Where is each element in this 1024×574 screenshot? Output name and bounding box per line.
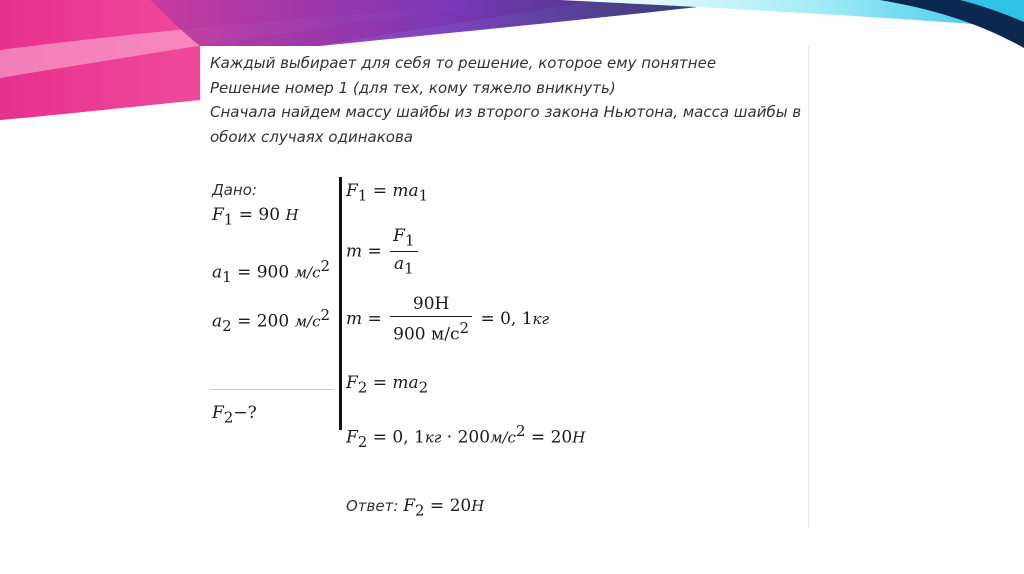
eq-mass-formula	[346, 226, 421, 278]
eq1-lhs: F	[346, 181, 358, 201]
eq4-lhs: F	[346, 373, 358, 393]
eq3-numerator: 90Н	[390, 294, 472, 317]
given-f1	[212, 205, 299, 228]
f1-symbol: F	[212, 205, 224, 225]
answer-label: Ответ:	[346, 497, 404, 515]
eq2-num-sym: F	[393, 226, 405, 246]
solution-divider	[339, 177, 342, 430]
eq2-den-sub: 1	[404, 259, 414, 278]
a1-value: = 900	[231, 262, 295, 283]
a2-symbol: a	[212, 311, 223, 332]
find-symbol: F	[212, 403, 224, 423]
a2-subscript: 2	[222, 317, 232, 336]
eq3-lhs: m =	[346, 308, 388, 329]
answer-unit: Н	[471, 497, 485, 515]
find-f2	[212, 403, 257, 426]
eq5-power: 2	[515, 422, 526, 440]
eq5-unit: м/с	[490, 428, 516, 447]
eq3-rhs: = 0, 1	[475, 308, 533, 329]
f1-subscript: 1	[223, 210, 234, 229]
eq4-sub: 2	[418, 378, 429, 397]
f1-value: = 90	[233, 205, 286, 225]
answer-subscript: 2	[414, 501, 425, 520]
answer-line	[346, 496, 484, 519]
intro-line-2: Решение номер 1 (для тех, кому тяжело вникнуть)	[210, 78, 616, 97]
eq1-lhs-sub: 1	[357, 186, 368, 205]
answer-symbol: F	[403, 496, 415, 516]
eq-newton-2	[346, 373, 428, 396]
eq3-den-power: 2	[459, 319, 470, 337]
eq4-lhs-sub: 2	[357, 378, 368, 397]
eq2-lhs: m =	[346, 241, 388, 262]
a1-unit: м/с	[294, 263, 321, 282]
eq4-mid: = ma	[367, 373, 419, 393]
intro-line-3: Сначала найдем массу шайбы из второго закона Ньютона, масса шайбы в	[210, 103, 802, 121]
eq5-part-c: = 20	[525, 427, 573, 448]
eq3-unit: кг	[532, 309, 550, 328]
given-divider	[210, 389, 334, 390]
eq5-lhs: F	[346, 427, 358, 448]
intro-line-4: обоих случаях одинакова	[210, 127, 413, 146]
a2-power: 2	[320, 306, 331, 324]
eq-force-result	[346, 422, 585, 451]
given-a2	[212, 306, 330, 335]
given-label: Дано:	[212, 181, 257, 199]
find-question: −?	[233, 403, 257, 423]
eq-newton-1	[346, 181, 428, 204]
eq3-denominator	[390, 317, 472, 345]
eq5-kg: кг	[424, 428, 442, 447]
eq-mass-value	[346, 294, 549, 345]
answer-value: = 20	[424, 496, 472, 516]
given-a1	[212, 257, 330, 286]
eq5-part-a: = 0, 1	[367, 427, 425, 448]
eq2-numerator	[390, 226, 417, 252]
f1-unit: Н	[285, 206, 299, 224]
a1-power: 2	[320, 257, 331, 275]
eq2-denominator	[390, 252, 417, 277]
eq5-n: Н	[572, 428, 586, 447]
intro-line-1: Каждый выбирает для себя то решение, которое ему понятнее	[210, 54, 717, 72]
a1-symbol: a	[212, 262, 223, 283]
a2-unit: м/с	[294, 312, 321, 331]
eq5-lhs-sub: 2	[357, 433, 368, 452]
find-subscript: 2	[223, 408, 234, 427]
eq2-fraction	[390, 226, 417, 278]
eq3-den-text: 900 м/с	[393, 324, 460, 345]
a2-value: = 200	[231, 311, 295, 332]
panel-border	[808, 46, 809, 528]
eq2-den-sym: a	[394, 254, 405, 275]
intro-text	[210, 51, 805, 149]
purple-swoosh	[150, 0, 760, 46]
eq2-num-sub: 1	[404, 231, 415, 250]
eq1-mid: = ma	[367, 181, 419, 201]
eq5-part-b: · 200	[441, 427, 491, 448]
eq3-fraction	[390, 294, 472, 345]
eq1-sub: 1	[418, 186, 429, 205]
a1-subscript: 1	[222, 268, 232, 287]
